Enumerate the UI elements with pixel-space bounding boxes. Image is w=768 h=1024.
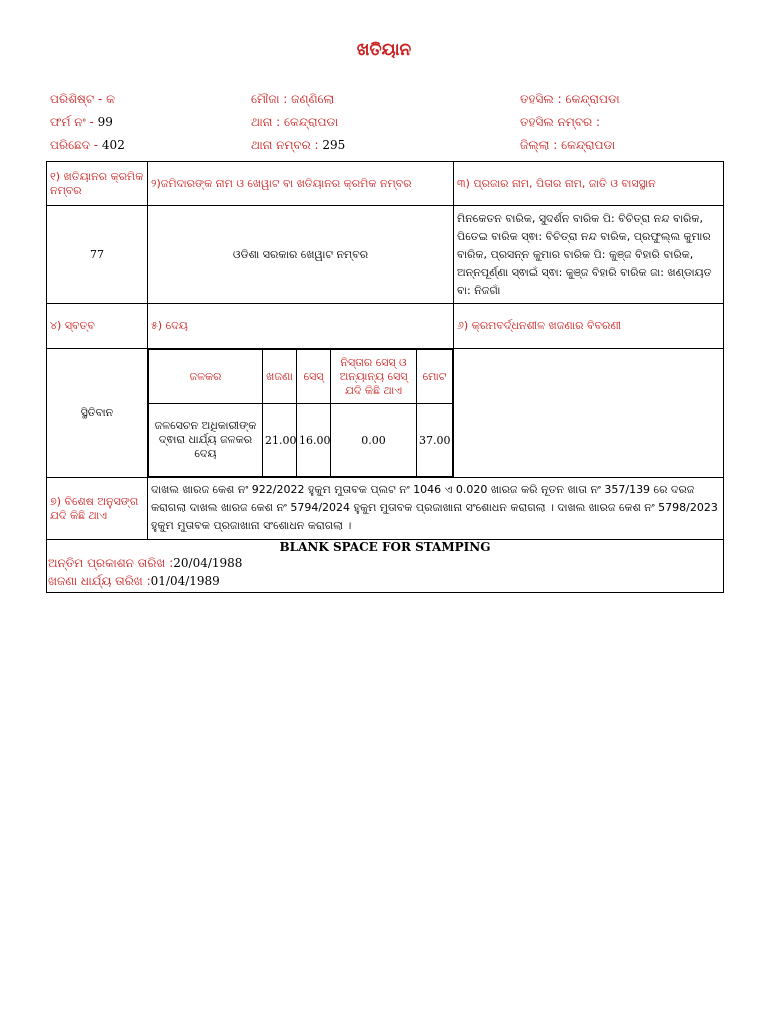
dues-header-other-cess: ନିସ୍ତାର ସେସ୍ ଓ ଅନ୍ୟାନ୍ୟ ସେସ୍ ଯଦି କିଛି ଥାଏ — [331, 350, 417, 404]
progressive-rent-value — [454, 349, 724, 478]
final-publication-label: ଅନ୍ତିମ ପ୍ରକାଶନ ତାରିଖ : — [48, 556, 174, 570]
dues-cell — [148, 349, 454, 478]
header-khatian-number: ୧) ଖତିୟାନର କ୍ରମିକ ନମ୍ବର — [47, 162, 148, 206]
special-note-value: ଦାଖଲ ଖାରଜ କେଶ ନଂ 922/2022 ହୁକୁମ ମୁତାବକ ପ୍ଲଟ ନଂ 1046 ଏ 0.020 ଖାରଜ କରି ନୂତନ ଖାତା ନଂ 357/139 ରେ ଦରଜ କରାଗଲା ଦାଖଲ ଖାରଜ କେଶ ନଂ 5794/2024 ହୁକୁମ ମୁତାବକ ପ୍ରଜାଖାନା ସଂଶୋଧନ କରାଗଲା । ଦାଖଲ ଖାରଜ କେଶ ନଂ 5798/2023 ହୁକୁମ ମୁତାବକ ପ୍ରଜାଖାନା ସଂଶୋଧନ କରାଗଲା । — [148, 478, 724, 540]
dues-header-total: ମୋଟ — [417, 350, 453, 404]
header-row-2 — [47, 304, 724, 349]
data-row-2 — [47, 349, 724, 478]
data-row-1 — [47, 206, 724, 304]
tenant-value: ମିନକେତନ ବାରିକ, ସୁଦର୍ଶନ ବାରିକ ପି: ବିଚିତ୍ରା ନନ୍ଦ ବାରିକ, ପିତେଇ ବାରିକ ସ୍ଵା: ବିଚିତ୍ରା ନନ୍ଦ ବାରିକ, ପ୍ରଫୁଲ୍ଲ କୁମାର ବାରିକ, ପ୍ରସନ୍ନ କୁମାର ବାରିକ ପି: କୁଞ୍ଜ ବିହାରି ବାରିକ, ଅନ୍ନପୂର୍ଣ୍ଣା ସ୍ଵାଇଁ ସ୍ଵା: କୁଞ୍ଜ ବିହାରି ବାରିକ ଜା: ଖଣ୍ଡାୟତ ବା: ନିଜଗାଁ — [454, 206, 724, 304]
dues-header-rent: ଖଜଣା — [263, 350, 297, 404]
header-zamindar: ୨)ଜମିଦାରଙ୍କ ନାମ ଓ ଖେୱାଟ ବା ଖତିୟାନର କ୍ରମିକ ନମ୍ବର — [148, 162, 454, 206]
dues-total-value: 37.00 — [417, 404, 453, 477]
meta-row-3 — [0, 138, 768, 158]
dues-header-row — [149, 350, 453, 404]
khatian-table — [46, 161, 724, 593]
right-type-value: ସ୍ଥିତିବାନ — [47, 349, 148, 478]
rent-fixation-label: ଖଜଣା ଧାର୍ଯ୍ୟ ତାରିଖ : — [48, 574, 151, 588]
header-special-note: ୭) ବିଶେଷ ଅନୁସଙ୍ଗ ଯଦି କିଛି ଥାଏ — [47, 478, 148, 540]
khatian-number-value: 77 — [47, 206, 148, 304]
tahasil-number-field: ତହସିଲ ନମ୍ବର : — [520, 115, 601, 129]
header-row-1 — [47, 162, 724, 206]
header-right: ୪) ସ୍ବତ୍ବ — [47, 304, 148, 349]
district-field: ଜିଲ୍ଲା : କେନ୍ଦ୍ରାପଡା — [520, 138, 616, 152]
form-no-field: ଫର୍ମ ନଂ - 99 — [50, 115, 113, 129]
header-progressive-rent: ୬) କ୍ରମବର୍ଦ୍ଧନଶୀଳ ଖଜଣାର ବିବରଣୀ — [454, 304, 724, 349]
dues-header-water-tax: ଜଳକର — [149, 350, 263, 404]
final-publication-date: 20/04/1988 — [173, 556, 243, 570]
page-title: ଖତିୟାନ — [356, 40, 412, 60]
final-publication-line — [47, 554, 723, 572]
dues-cess-value: 16.00 — [297, 404, 331, 477]
meta-row-2 — [0, 115, 768, 135]
dues-table — [148, 349, 453, 477]
stamp-heading: BLANK SPACE FOR STAMPING — [279, 540, 491, 554]
data-row-3 — [47, 478, 724, 540]
mauja-field: ମୌଜା : ଜଣ୍ଣିଲୋ — [251, 92, 335, 106]
dues-other-cess-value: 0.00 — [331, 404, 417, 477]
thana-number-field: ଥାନା ନମ୍ବର : 295 — [251, 138, 346, 152]
dues-water-tax-value: ଜଳସେଚନ ଅଧିକାରୀଙ୍କ ଦ୍ଵାରା ଧାର୍ଯ୍ୟ ଜଳକର ଦେୟ — [149, 404, 263, 477]
rent-fixation-date: 01/04/1989 — [150, 574, 220, 588]
parishishta-field: ପରିଶିଷ୍ଟ - କ — [50, 92, 115, 106]
stamp-area — [47, 540, 724, 593]
stamp-row — [47, 540, 724, 593]
dues-value-row — [149, 404, 453, 477]
thana-field: ଥାନା : କେନ୍ଦ୍ରାପଡା — [251, 115, 339, 129]
parichheda-field: ପରିଛେଦ - 402 — [50, 138, 125, 152]
meta-row-1 — [0, 92, 768, 112]
tahasil-field: ତହସିଲ : କେନ୍ଦ୍ରାପଡା — [520, 92, 620, 106]
dues-rent-value: 21.00 — [263, 404, 297, 477]
zamindar-value: ଓଡିଶା ସରକାର ଖେୱାଟ ନମ୍ବର — [148, 206, 454, 304]
header-dues: ୫) ଦେୟ — [148, 304, 454, 349]
header-tenant: ୩) ପ୍ରଜାର ନାମ, ପିତାର ନାମ, ଜାତି ଓ ବାସସ୍ଥାନ — [454, 162, 724, 206]
dues-header-cess: ସେସ୍ — [297, 350, 331, 404]
rent-fixation-line — [47, 572, 723, 590]
